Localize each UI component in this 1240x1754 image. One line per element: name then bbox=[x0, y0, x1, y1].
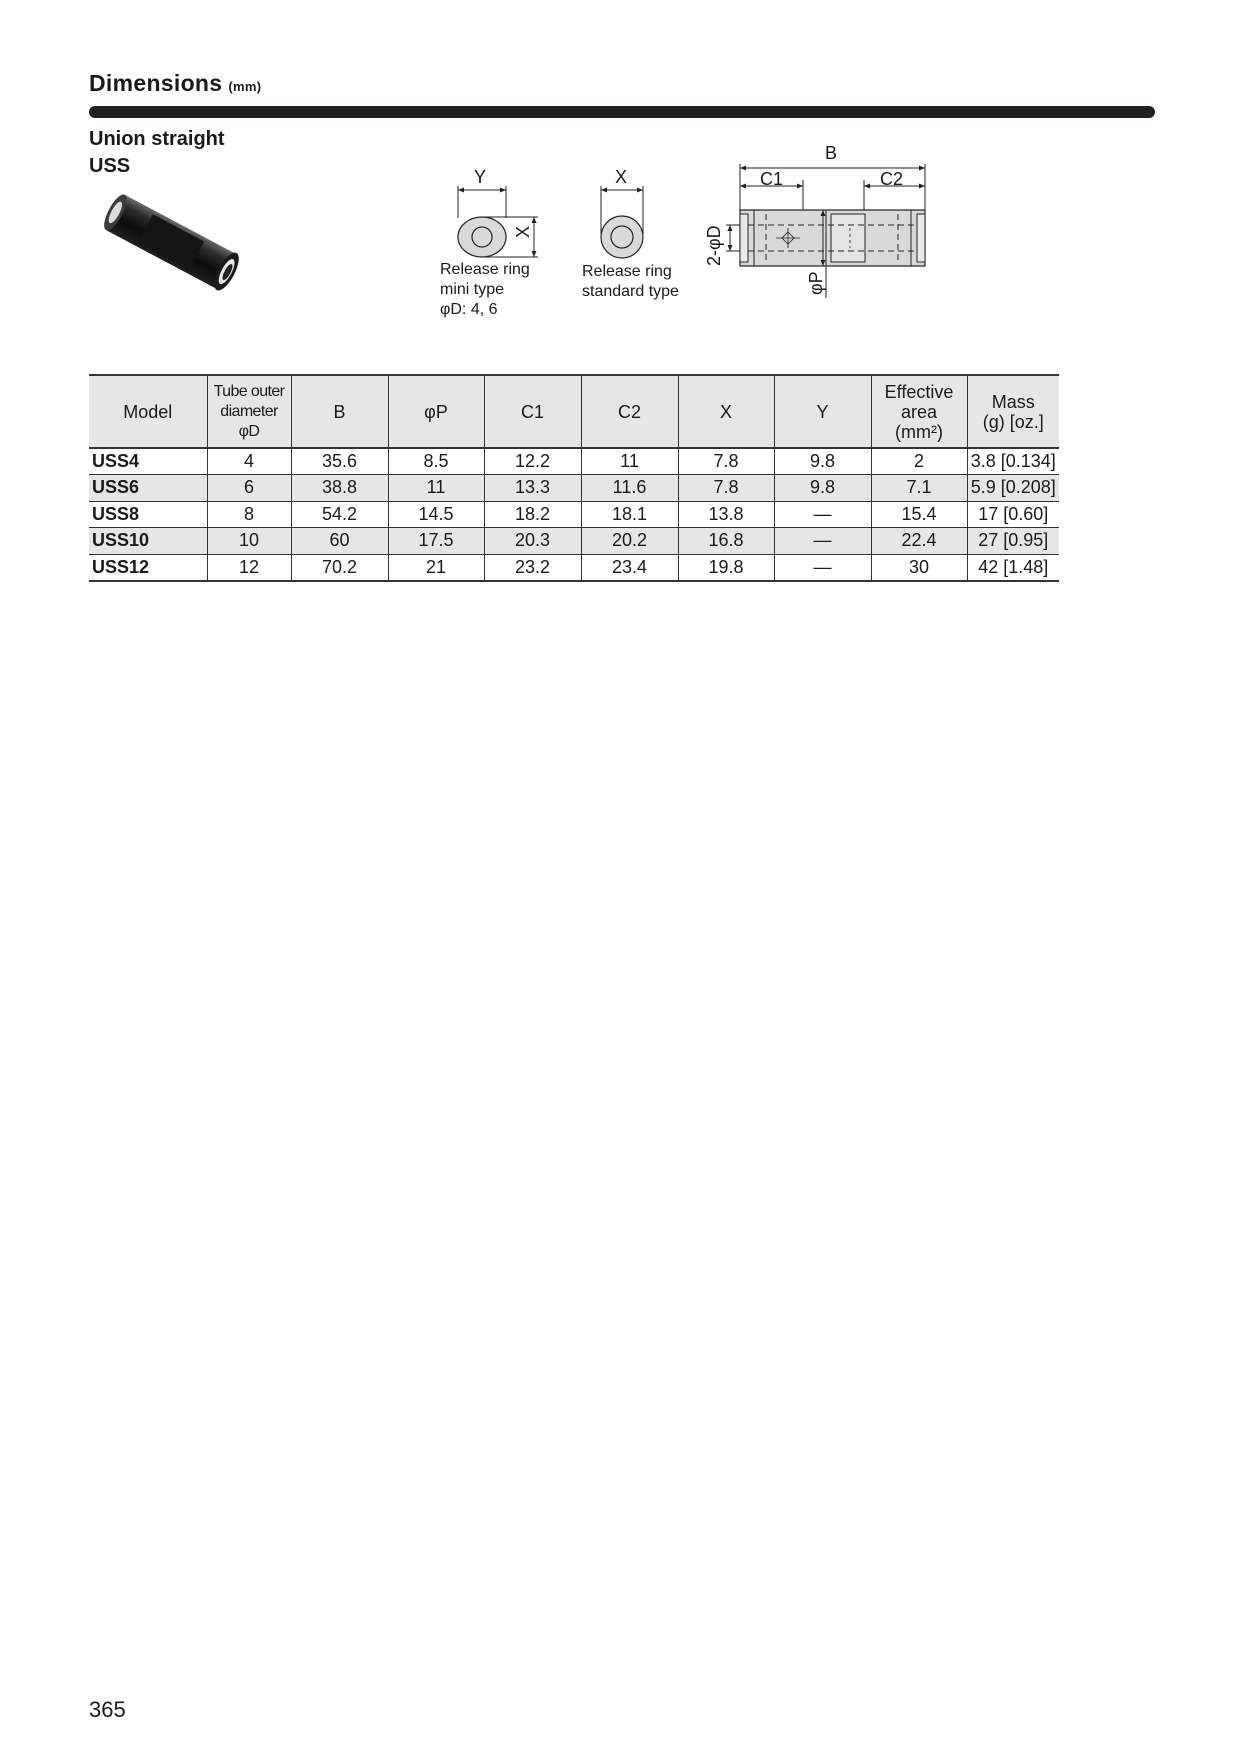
cell-mass: 17 [0.60] bbox=[967, 501, 1059, 528]
cell-b: 35.6 bbox=[291, 448, 388, 475]
cell-model: USS10 bbox=[89, 528, 207, 555]
cell-c2: 18.1 bbox=[581, 501, 678, 528]
cell-x: 7.8 bbox=[678, 475, 774, 502]
cell-y: — bbox=[774, 528, 871, 555]
product-heading bbox=[89, 126, 225, 180]
header-mass-line2: (g) [oz.] bbox=[982, 411, 1044, 432]
header-effective-area bbox=[871, 375, 967, 448]
side-view-diagram bbox=[700, 140, 940, 300]
cell-d: 8 bbox=[207, 501, 291, 528]
release-ring-standard-drawing bbox=[595, 166, 675, 266]
cell-area: 2 bbox=[871, 448, 967, 475]
table-row bbox=[89, 448, 1059, 475]
standard-caption-line2: standard type bbox=[582, 283, 679, 300]
cell-d: 10 bbox=[207, 528, 291, 555]
mini-label-x: X bbox=[513, 225, 533, 238]
header-c1: C1 bbox=[484, 375, 581, 448]
cell-d: 4 bbox=[207, 448, 291, 475]
cell-model: USS6 bbox=[89, 475, 207, 502]
cell-p: 11 bbox=[388, 475, 484, 502]
cell-c1: 13.3 bbox=[484, 475, 581, 502]
cell-area: 30 bbox=[871, 554, 967, 581]
mini-caption-line1: Release ring bbox=[440, 261, 530, 278]
mini-caption-line3: φD: 4, 6 bbox=[440, 301, 498, 318]
section-title bbox=[89, 70, 261, 97]
release-ring-mini-drawing bbox=[440, 166, 540, 266]
cell-c1: 18.2 bbox=[484, 501, 581, 528]
header-tube-line2: diameter bbox=[220, 402, 278, 420]
page-number: 365 bbox=[89, 1697, 126, 1722]
cell-y: 9.8 bbox=[774, 448, 871, 475]
side-label-b: B bbox=[825, 143, 838, 163]
section-title-text: Dimensions bbox=[89, 70, 223, 96]
cell-area: 7.1 bbox=[871, 475, 967, 502]
table-header-row bbox=[89, 375, 1059, 448]
header-tube-diameter bbox=[207, 375, 291, 448]
cell-model: USS8 bbox=[89, 501, 207, 528]
header-tube-line1: Tube outer bbox=[213, 382, 285, 400]
cell-y: 9.8 bbox=[774, 475, 871, 502]
cell-b: 60 bbox=[291, 528, 388, 555]
side-label-c2: C2 bbox=[880, 169, 904, 189]
side-label-c1: C1 bbox=[760, 169, 784, 189]
cell-x: 13.8 bbox=[678, 501, 774, 528]
header-p: φP bbox=[388, 375, 484, 448]
cell-d: 6 bbox=[207, 475, 291, 502]
cell-mass: 3.8 [0.134] bbox=[967, 448, 1059, 475]
cell-d: 12 bbox=[207, 554, 291, 581]
header-area-line1: Effective bbox=[884, 381, 954, 402]
release-ring-standard-diagram bbox=[595, 166, 675, 266]
release-ring-mini-caption bbox=[440, 260, 530, 320]
header-mass bbox=[967, 375, 1059, 448]
standard-caption-line1: Release ring bbox=[582, 263, 672, 280]
cell-model: USS12 bbox=[89, 554, 207, 581]
cell-mass: 42 [1.48] bbox=[967, 554, 1059, 581]
cell-b: 54.2 bbox=[291, 501, 388, 528]
cell-c1: 12.2 bbox=[484, 448, 581, 475]
cell-b: 38.8 bbox=[291, 475, 388, 502]
cell-c2: 11 bbox=[581, 448, 678, 475]
release-ring-standard-caption bbox=[582, 262, 679, 302]
side-label-p: φP bbox=[806, 271, 826, 295]
mini-label-y: Y bbox=[474, 167, 487, 187]
header-c2: C2 bbox=[581, 375, 678, 448]
header-model: Model bbox=[89, 375, 207, 448]
header-y: Y bbox=[774, 375, 871, 448]
product-name: Union straight bbox=[89, 128, 225, 150]
product-photo bbox=[96, 186, 246, 298]
cell-x: 19.8 bbox=[678, 554, 774, 581]
release-ring-mini-diagram bbox=[440, 166, 540, 266]
cell-y: — bbox=[774, 554, 871, 581]
header-x: X bbox=[678, 375, 774, 448]
cell-x: 7.8 bbox=[678, 448, 774, 475]
cell-c2: 11.6 bbox=[581, 475, 678, 502]
dimensions-table bbox=[89, 374, 1059, 582]
cell-c2: 20.2 bbox=[581, 528, 678, 555]
cell-x: 16.8 bbox=[678, 528, 774, 555]
section-divider bbox=[89, 106, 1155, 118]
cell-p: 17.5 bbox=[388, 528, 484, 555]
cell-c1: 20.3 bbox=[484, 528, 581, 555]
cell-area: 15.4 bbox=[871, 501, 967, 528]
product-code: USS bbox=[89, 155, 131, 177]
table-row bbox=[89, 501, 1059, 528]
cell-p: 8.5 bbox=[388, 448, 484, 475]
cell-p: 21 bbox=[388, 554, 484, 581]
cell-area: 22.4 bbox=[871, 528, 967, 555]
table-row bbox=[89, 475, 1059, 502]
cell-c2: 23.4 bbox=[581, 554, 678, 581]
cell-p: 14.5 bbox=[388, 501, 484, 528]
cell-c1: 23.2 bbox=[484, 554, 581, 581]
header-b: B bbox=[291, 375, 388, 448]
cell-mass: 5.9 [0.208] bbox=[967, 475, 1059, 502]
mini-caption-line2: mini type bbox=[440, 281, 505, 298]
header-area-line3: (mm²) bbox=[895, 421, 943, 442]
standard-label-x: X bbox=[615, 167, 628, 187]
cell-mass: 27 [0.95] bbox=[967, 528, 1059, 555]
table-row bbox=[89, 528, 1059, 555]
side-label-d: 2-φD bbox=[704, 225, 724, 266]
header-mass-line1: Mass bbox=[991, 391, 1035, 412]
cell-model: USS4 bbox=[89, 448, 207, 475]
cell-b: 70.2 bbox=[291, 554, 388, 581]
cell-y: — bbox=[774, 501, 871, 528]
table-row bbox=[89, 554, 1059, 581]
section-title-unit: (mm) bbox=[228, 79, 262, 94]
header-tube-line3: φD bbox=[238, 422, 260, 440]
header-area-line2: area bbox=[900, 401, 938, 422]
